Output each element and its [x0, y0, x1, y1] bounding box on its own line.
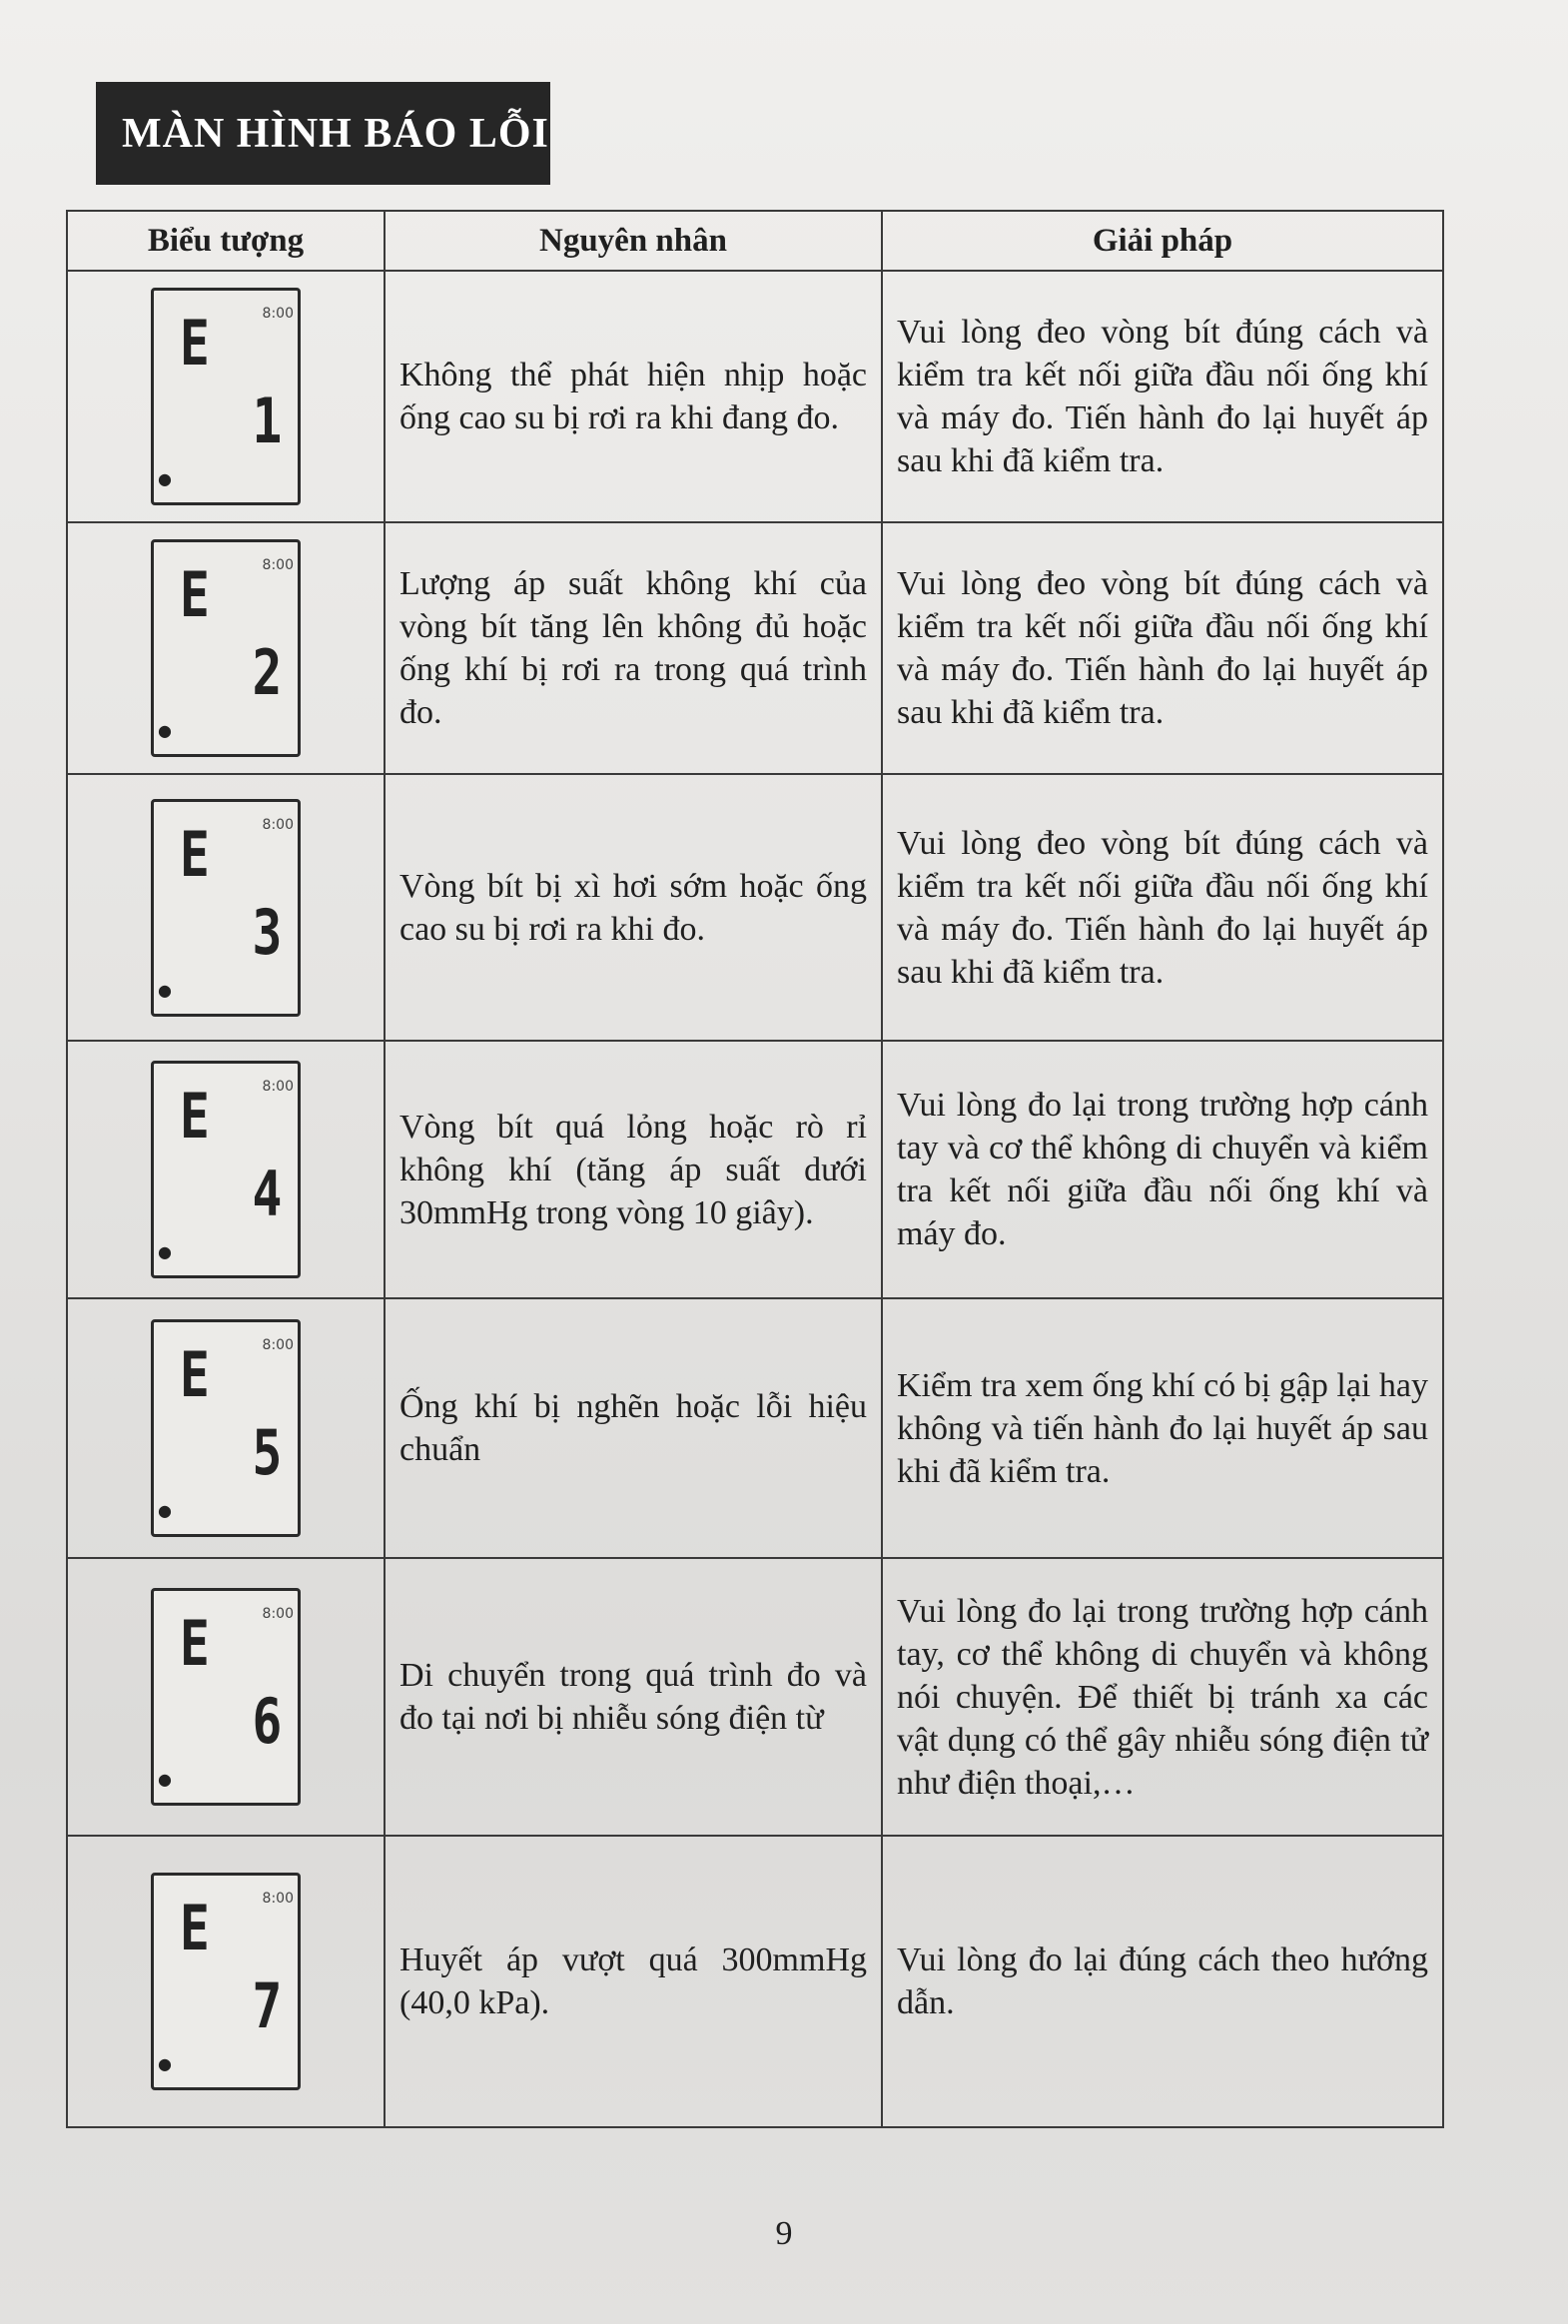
lcd-error-display	[151, 288, 301, 505]
lcd-error-display	[151, 1319, 301, 1537]
cause-cell: Lượng áp suất không khí của vòng bít tăng lên không đủ hoặc ống khí bị rơi ra trong quá trình đo.	[385, 522, 882, 774]
drop-icon: ●	[158, 721, 172, 740]
table-row	[67, 1298, 1443, 1558]
cause-cell: Huyết áp vượt quá 300mmHg (40,0 kPa).	[385, 1836, 882, 2127]
section-header	[96, 82, 550, 185]
error-letter: E	[180, 1607, 210, 1680]
drop-icon: ●	[158, 1501, 172, 1520]
error-letter: E	[180, 817, 210, 891]
error-letter: E	[180, 1338, 210, 1411]
clock-readout: 8:00	[262, 1891, 294, 1907]
icon-cell	[67, 271, 385, 522]
table-header-row	[67, 211, 1443, 271]
page-number: 9	[775, 2215, 793, 2252]
cause-cell: Không thể phát hiện nhịp hoặc ống cao su bị rơi ra khi đang đo.	[385, 271, 882, 522]
cause-cell: Vòng bít quá lỏng hoặc rò rỉ không khí (tăng áp suất dưới 30mmHg trong vòng 10 giây).	[385, 1041, 882, 1298]
table-row	[67, 1041, 1443, 1298]
solution-cell: Vui lòng đeo vòng bít đúng cách và kiểm tra kết nối giữa đầu nối ống khí và máy đo. Tiến hành đo lại huyết áp sau khi đã kiểm tra.	[882, 774, 1443, 1041]
drop-icon: ●	[158, 980, 172, 1000]
table-row	[67, 1836, 1443, 2127]
error-letter: E	[180, 1080, 210, 1153]
solution-cell: Vui lòng đo lại trong trường hợp cánh tay và cơ thể không di chuyển và kiểm tra kết nối giữa đầu nối ống khí và máy đo.	[882, 1041, 1443, 1298]
error-number: 6	[252, 1685, 282, 1758]
clock-readout: 8:00	[262, 557, 294, 573]
table-row	[67, 1558, 1443, 1836]
table-row	[67, 522, 1443, 774]
error-number: 1	[252, 385, 282, 457]
icon-cell	[67, 522, 385, 774]
drop-icon: ●	[158, 469, 172, 488]
error-number: 4	[252, 1158, 282, 1230]
table-row	[67, 774, 1443, 1041]
error-number: 3	[252, 895, 282, 969]
icon-cell	[67, 1558, 385, 1836]
section-title: MÀN HÌNH BÁO LỖI	[122, 110, 549, 157]
drop-icon: ●	[158, 1242, 172, 1261]
clock-readout: 8:00	[262, 1606, 294, 1622]
error-letter: E	[180, 558, 210, 631]
icon-cell	[67, 1836, 385, 2127]
lcd-error-display	[151, 799, 301, 1017]
drop-icon: ●	[158, 1770, 172, 1789]
error-letter: E	[180, 307, 210, 380]
column-header-solution: Giải pháp	[882, 211, 1443, 271]
error-number: 7	[252, 1969, 282, 2042]
solution-cell: Vui lòng đo lại đúng cách theo hướng dẫn.	[882, 1836, 1443, 2127]
solution-cell: Kiểm tra xem ống khí có bị gập lại hay không và tiến hành đo lại huyết áp sau khi đã kiểm tra.	[882, 1298, 1443, 1558]
cause-cell: Vòng bít bị xì hơi sớm hoặc ống cao su bị rơi ra khi đo.	[385, 774, 882, 1041]
error-number: 2	[252, 636, 282, 709]
error-table	[66, 210, 1444, 2128]
error-number: 5	[252, 1416, 282, 1489]
icon-cell	[67, 774, 385, 1041]
icon-cell	[67, 1041, 385, 1298]
lcd-error-display	[151, 1061, 301, 1278]
table-row	[67, 271, 1443, 522]
lcd-error-display	[151, 539, 301, 757]
error-letter: E	[180, 1892, 210, 1964]
clock-readout: 8:00	[262, 1079, 294, 1095]
lcd-error-display	[151, 1588, 301, 1806]
clock-readout: 8:00	[262, 816, 294, 833]
solution-cell: Vui lòng đo lại trong trường hợp cánh tay, cơ thể không di chuyển và không nói chuyện. Để thiết bị tránh xa các vật dụng có thể gây nhiễu sóng điện tử như điện thoại,…	[882, 1558, 1443, 1836]
column-header-cause: Nguyên nhân	[385, 211, 882, 271]
column-header-icon: Biểu tượng	[67, 211, 385, 271]
clock-readout: 8:00	[262, 306, 294, 322]
drop-icon: ●	[158, 2054, 172, 2073]
cause-cell: Ống khí bị nghẽn hoặc lỗi hiệu chuẩn	[385, 1298, 882, 1558]
solution-cell: Vui lòng đeo vòng bít đúng cách và kiểm tra kết nối giữa đầu nối ống khí và máy đo. Tiến hành đo lại huyết áp sau khi đã kiểm tra.	[882, 271, 1443, 522]
lcd-error-display	[151, 1873, 301, 2090]
cause-cell: Di chuyển trong quá trình đo và đo tại nơi bị nhiễu sóng điện từ	[385, 1558, 882, 1836]
solution-cell: Vui lòng đeo vòng bít đúng cách và kiểm tra kết nối giữa đầu nối ống khí và máy đo. Tiến hành đo lại huyết áp sau khi đã kiểm tra.	[882, 522, 1443, 774]
clock-readout: 8:00	[262, 1337, 294, 1353]
icon-cell	[67, 1298, 385, 1558]
